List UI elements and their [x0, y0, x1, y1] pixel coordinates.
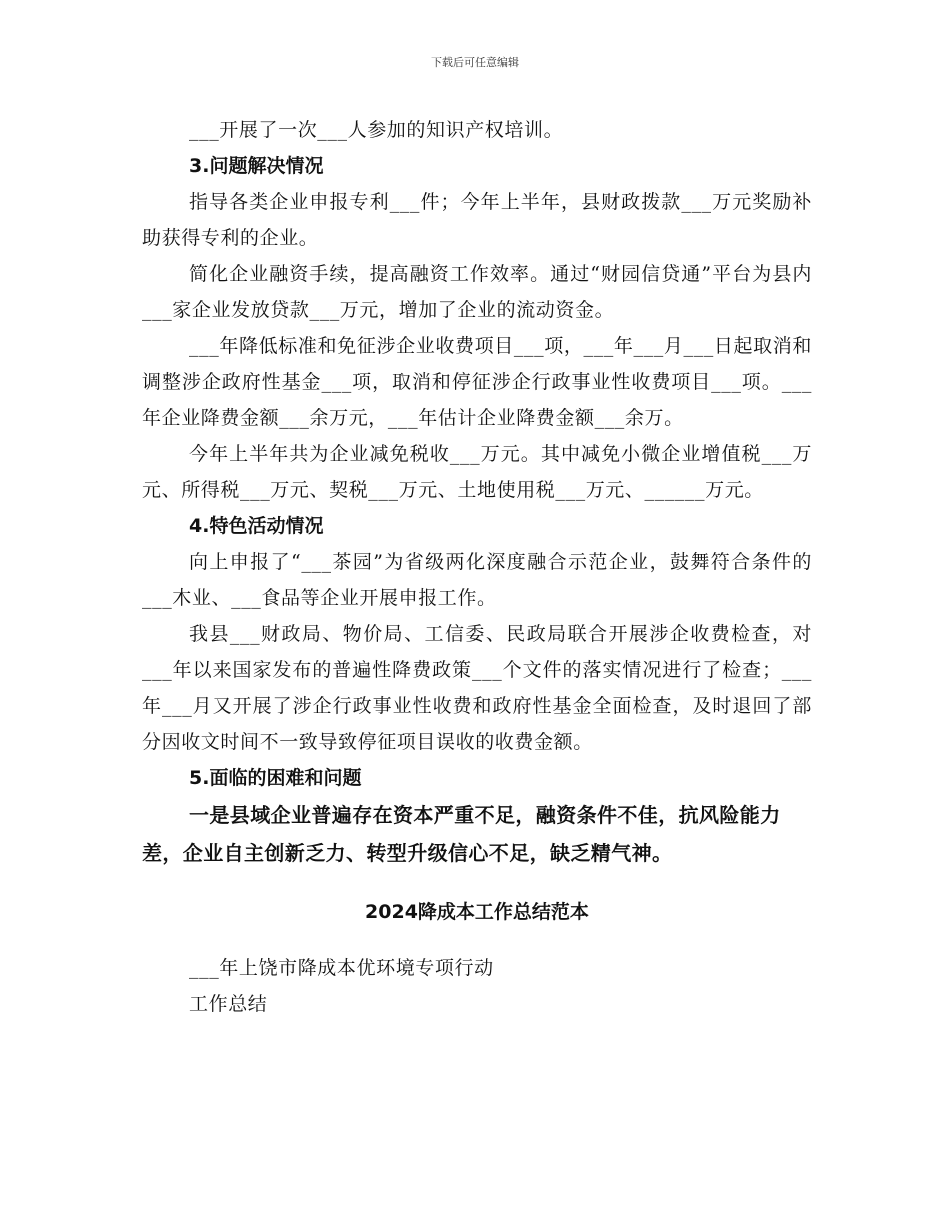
paragraph-demonstration: 向上申报了“___茶园”为省级两化深度融合示范企业，鼓舞符合条件的___木业、___食品等企业开展申报工作。 [142, 551, 812, 609]
paragraph-special-action: ___年上饶市降成本优环境专项行动 [189, 957, 494, 979]
section-heading-difficulties: 5.面临的困难和问题 [189, 767, 362, 789]
paragraph-financing: 简化企业融资手续，提高融资工作效率。通过“财园信贷通”平台为县内___家企业发放贷款___万元，增加了企业的流动资金。 [142, 263, 812, 321]
section-heading-featured-activities: 4.特色活动情况 [189, 515, 324, 537]
paragraph-tax-reduction: 今年上半年共为企业减免税收___万元。其中减免小微企业增值税___万元、所得税___万元、契税___万元、土地使用税___万元、______万元。 [142, 443, 812, 501]
page-header-note: 下载后可任意编辑 [431, 56, 519, 69]
paragraph-training: ___开展了一次___人参加的知识产权培训。 [189, 119, 564, 141]
paragraph-difficulties-bold: 一是县域企业普遍存在资本严重不足，融资条件不佳，抗风险能力差，企业自主创新乏力、转型升级信心不足，缺乏精气神。 [142, 803, 781, 865]
paragraph-fee-reduction: ___年降低标准和免征涉企业收费项目___项，___年___月___日起取消和调整涉企政府性基金___项，取消和停征涉企行政事业性收费项目___项。___年企业降费金额___余万元，___年估计企业降费金额___余万。 [142, 335, 812, 429]
document-body [142, 112, 812, 1022]
paragraph-patents: 指导各类企业申报专利___件；今年上半年，县财政拨款___万元奖励补助获得专利的企业。 [142, 191, 812, 249]
paragraph-work-summary: 工作总结 [189, 993, 268, 1015]
document-title: 2024降成本工作总结范本 [365, 901, 589, 923]
section-heading-problem-solving: 3.问题解决情况 [189, 155, 324, 177]
paragraph-fee-inspection: 我县___财政局、物价局、工信委、民政局联合开展涉企收费检查，对___年以来国家发布的普遍性降费政策___个文件的落实情况进行了检查；___年___月又开展了涉企行政事业性收费和政府性基金全面检查，及时退回了部分因收文时间不一致导致停征项目误收的收费金额。 [142, 623, 812, 753]
